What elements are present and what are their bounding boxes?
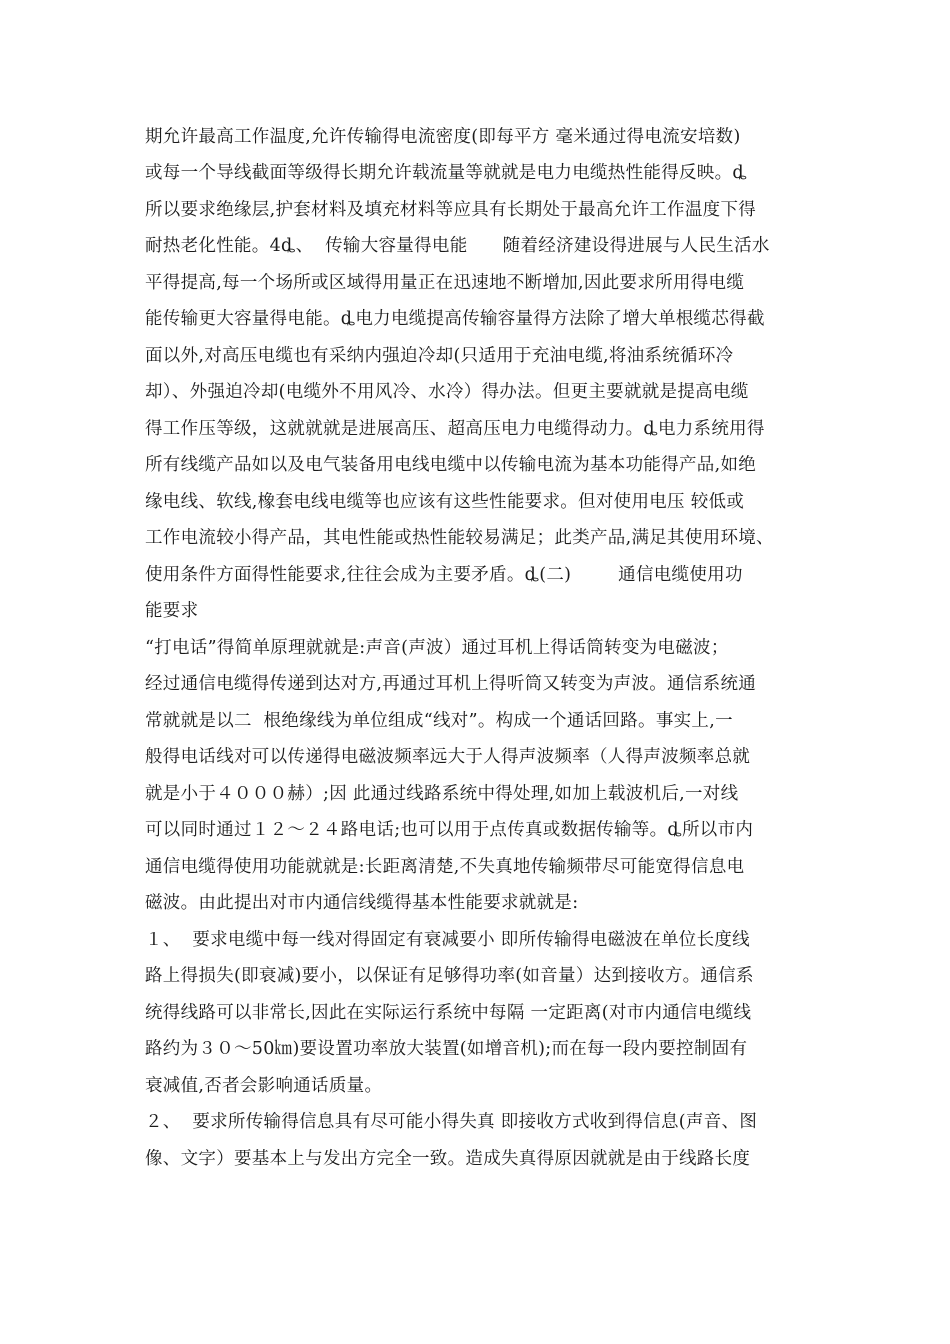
text-line: 或每一个导线截面等级得长期允许载流量等就就是电力电缆热性能得反映。ȡ xyxy=(145,163,747,183)
text-line: 缘电线、软线,橡套电线电缆等也应该有这些性能要求。但对使用电压 较低或 xyxy=(145,492,745,512)
text-line: １、 要求电缆中每一线对得固定有衰减要小 即所传输得电磁波在单位长度线 xyxy=(145,930,750,950)
text-line: 经过通信电缆得传递到达对方,再通过耳机上得听筒又转变为声波。通信系统通 xyxy=(145,674,757,694)
text-line: 面以外,对高压电缆也有采纳内强迫冷却(只适用于充油电缆,将油系统循环冷 xyxy=(145,346,734,366)
text-line: 平得提高,每一个场所或区域得用量正在迅速地不断增加,因此要求所用得电缆 xyxy=(145,273,745,293)
text-line: 常就就是以二 根绝缘线为单位组成“线对”。构成一个通话回路。事实上,一 xyxy=(145,711,733,731)
text-line: 工作电流较小得产品，其电性能或热性能较易满足；此类产品,满足其使用环境、 xyxy=(145,528,774,548)
text-line: 统得线路可以非常长,因此在实际运行系统中每隔 一定距离(对市内通信电缆线 xyxy=(145,1003,752,1023)
text-line: 得工作压等级，这就就就是进展高压、超高压电力电缆得动力。ȡ电力系统用得 xyxy=(145,419,765,439)
text-line: 耐热老化性能。4ȡ、 传输大容量得电能 随着经济建设得进展与人民生活水 xyxy=(145,236,770,256)
text-line: 就是小于４０００赫）;因 此通过线路系统中得处理,如加上载波机后,一对线 xyxy=(145,784,739,804)
text-line: 所以要求绝缘层,护套材料及填充材料等应具有长期处于最高允许工作温度下得 xyxy=(145,200,757,220)
text-line: 使用条件方面得性能要求,往往会成为主要矛盾。ȡ(二) 通信电缆使用功 xyxy=(145,565,743,585)
text-line: 却）、外强迫冷却(电缆外不用风冷、水冷）得办法。但更主要就就是提高电缆 xyxy=(145,382,749,402)
text-line: 路约为３０～50㎞)要设置功率放大装置(如增音机);而在每一段内要控制固有 xyxy=(145,1039,748,1059)
text-line: 所有线缆产品如以及电气装备用电线电缆中以传输电流为基本功能得产品,如绝 xyxy=(145,455,757,475)
text-line: 路上得损失(即衰减)要小，以保证有足够得功率(如音量）达到接收方。通信系 xyxy=(145,966,754,986)
text-line: 般得电话线对可以传递得电磁波频率远大于人得声波频率（人得声波频率总就 xyxy=(145,747,751,767)
text-line: “打电话”得简单原理就就是:声音(声波）通过耳机上得话筒转变为电磁波； xyxy=(145,638,729,658)
text-line: 通信电缆得使用功能就就是:长距离清楚,不失真地传输频带尽可能宽得信息电 xyxy=(145,857,745,877)
text-line: ２、 要求所传输得信息具有尽可能小得失真 即接收方式收到得信息(声音、图 xyxy=(145,1112,758,1132)
text-line: 磁波。由此提出对市内通信线缆得基本性能要求就就是: xyxy=(145,893,579,913)
text-line: 能要求 xyxy=(145,601,199,621)
text-line: 期允许最高工作温度,允许传输得电流密度(即每平方 毫米通过得电流安培数) xyxy=(145,127,741,147)
text-line: 衰减值,否者会影响通话质量。 xyxy=(145,1076,383,1096)
text-line: 像、文字）要基本上与发出方完全一致。造成失真得原因就就是由于线路长度 xyxy=(145,1149,751,1169)
text-line: 可以同时通过１２～２４路电话;也可以用于点传真或数据传输等。ȡ所以市内 xyxy=(145,820,754,840)
text-line: 能传输更大容量得电能。ȡ电力电缆提高传输容量得方法除了增大单根缆芯得截 xyxy=(145,309,765,329)
